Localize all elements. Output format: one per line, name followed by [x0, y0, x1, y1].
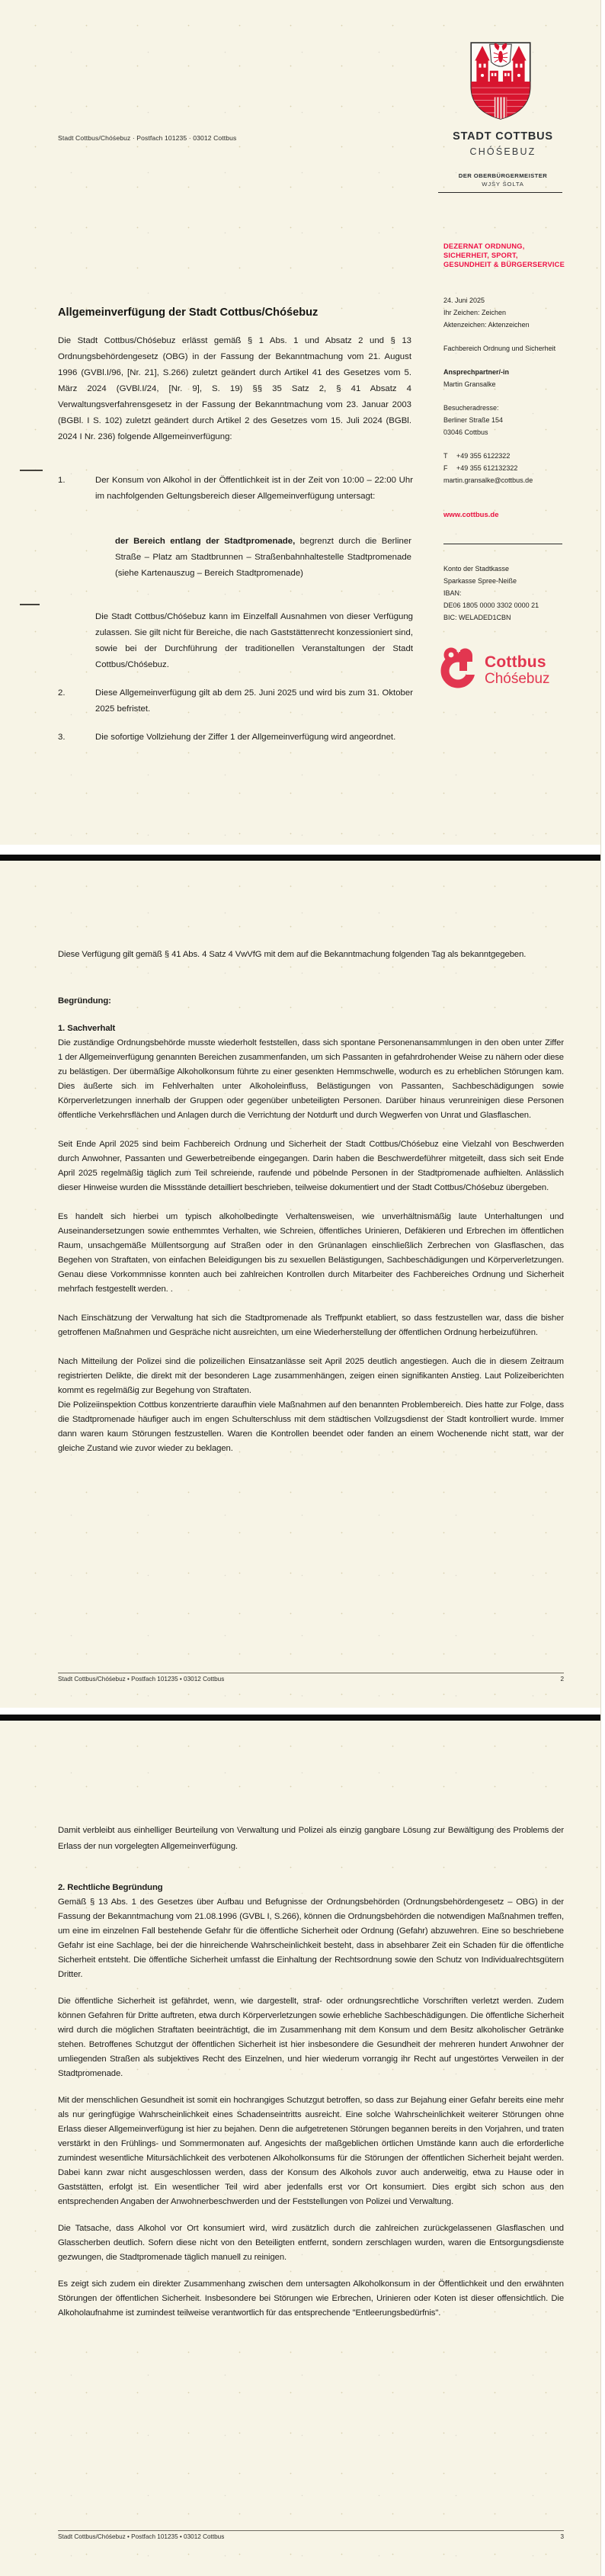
organization-header — [448, 130, 558, 188]
intro-paragraph: Die Stadt Cottbus/Chóśebuz erlässt gemäß § 1 Abs. 1 und Absatz 2 und § 13 Ordnungsbehördengesetz (OBG) in der Fassung der Bekanntmachung vom 21. August 1996 (GVBl.I/96, [Nr. 21], S.266) zuletzt geändert durch Artikel 41 des Gesetzes vom 5. März 2024 (GVBl.I/24, [Nr. 9], S. 19) §§ 35 Satz 2, § 41 Absatz 4 Verwaltungsverfahrensgesetz in der Fassung der Bekanntmachung vom 23. Januar 2003 (BGBl. I S. 102) zuletzt geändert durch Artikel 2 des Gesetzes vom 15. Juli 2024 (BGBl. 2024 I Nr. 236) folgende Allgemeinverfügung: — [58, 336, 411, 441]
department-unit: Fachbereich Ordnung und Sicherheit — [443, 345, 556, 352]
file-reference: Aktenzeichen: Aktenzeichen — [443, 321, 530, 329]
body-paragraph: Es handelt sich hierbei um typisch alkoholbedingte Verhaltensweisen, wie unverhältnismäßig laute Unterhaltungen und Auseinandersetzungen sowie enthemmtes Verhalten, wie Schreien, öffentliches Urinieren, Defäkieren und Erbrechen im öffentlichen Raum, unsachgemäße Müllentsorgung auf Straßen oder in den Grünanlagen einschließlich Zerbrechen von Glasflaschen, das Begehen von Straftaten, von einfachen Beleidigungen bis zu sexuellen Belästigungen, Sachbeschädigungen und Körperverletzungen. Genau diese Vorkommnisse konnten auch bei zahlreichen Kontrollen durch Mitarbeiter des Fachbereiches Ordnung und Sicherheit mehrfach festgestellt werden. . — [58, 1212, 564, 1294]
bank-account-label: Konto der Stadtkasse — [443, 565, 510, 573]
iban-label: IBAN: — [443, 589, 462, 597]
visitor-street: Berliner Straße 154 — [443, 416, 504, 424]
footer-address: Stadt Cottbus/Chóśebuz • Postfach 101235 • 03012 Cottbus — [58, 2533, 225, 2540]
page-footer — [58, 2530, 564, 2540]
body-paragraph: Die Tatsache, dass Alkohol vor Ort konsumiert wird, wird zusätzlich durch die zahlreichen zurückgelassenen Glasflaschen und Glasscherben deutlich. Sofern diese nicht von den Beteiligten entfernt, sondern zerschlagen wurden, waren die Entsorgungsdienste gezwungen, die Stadtpromenade täglich manuell zu reinigen. — [58, 2224, 564, 2262]
page-2 — [0, 861, 605, 1708]
fax-label: F — [443, 464, 448, 472]
body-paragraph: Nach Mitteilung der Polizei sind die polizeilichen Einsatzanlässe seit April 2025 deutlich angestiegen. Auch die in diesem Zeitraum registrierten Delikte, die direkt mit der besonderen Lage zusammenhängen, zeigen einen signifikanten Anstieg. Laut Polizeiberichten kommt es regelmäßig zur Begehung von Straftaten. — [58, 1357, 564, 1395]
area-definition-rest: begrenzt durch die Berliner Straße – Platz am Stadtbrunnen – Straßenbahnhaltestelle Stadtpromenade (siehe Kartenauszug – Bereich Stadtpromenade) — [115, 537, 411, 578]
justification-heading: Begründung: — [58, 996, 111, 1006]
announcement-paragraph: Diese Verfügung gilt gemäß § 41 Abs. 4 Satz 4 VwVfG mit dem auf die Bekanntmachung folgenden Tag als bekanntgegeben. — [58, 950, 527, 959]
item-text: Der Konsum von Alkohol in der Öffentlichkeit ist in der Zeit von 10:00 – 22:00 Uhr im nachfolgenden Geltungsbereich dieser Allgemeinverfügung untersagt: — [95, 476, 413, 501]
body-paragraph: Gemäß § 13 Abs. 1 des Gesetzes über Aufbau und Befugnisse der Ordnungsbehörden (Ordnungsbehördengesetz – OBG) in der Fassung der Bekanntmachung vom 21.08.1996 (GVBL I, S.266), können die Ordnungsbehörden die notwendigen Maßnahmen treffen, um eine im einzelnen Fall bestehende Gefahr für die öffentliche Sicherheit oder Ordnung (Gefahr) abzuwehren. Eine so beschriebene Gefahr ist eine Sachlage, bei der die hinreichende Wahrscheinlichkeit besteht, dass in absehbarer Zeit ein Schaden für die öffentliche Sicherheit entsteht. Die öffentliche Sicherheit umfasst die Einhaltung der Rechtsordnung sowie den Schutz von Individualrechtsgütern Dritter. — [58, 1898, 564, 1979]
fold-mark — [20, 604, 40, 605]
page-separator-bar — [0, 855, 605, 861]
contact-person-name: Martin Gransalke — [443, 380, 496, 388]
body-paragraph: Seit Ende April 2025 sind beim Fachbereich Ordnung und Sicherheit der Stadt Cottbus/Chóśebuz eine Vielzahl von Beschwerden durch Anwohner, Passanten und Gewerbetreibende eingegangen. Darin haben die Beschwerdeführer mitgeteilt, dass sich seit Ende April 2025 regelmäßig täglich zum Teil schreiende, raufende und pöbelnde Personen in der Stadtpromenade aufhielten. Anlässlich dieser Hinweise wurden die Missstände detailliert beschrieben, teilweise dokumentiert und der Stadt Cottbus/Chóśebuz übergeben. — [58, 1140, 564, 1192]
effective-period-text: Diese Allgemeinverfügung gilt ab dem 25. Juni 2025 und wird bis zum 31. Oktober 2025 befristet. — [95, 688, 413, 714]
page-separator-bar — [0, 1715, 605, 1721]
logo-city-name: Cottbus — [485, 653, 546, 671]
body-paragraph: Mit der menschlichen Gesundheit ist somit ein hochrangiges Schutzgut betroffen, so dass zur Bejahung einer Gefahr bereits eine mehr als nur geringfügige Wahrscheinlichkeit eines Schadenseintritts ausreicht. Eine solche Wahrscheinlichkeit weiterer Störungen ohne Erlass dieser Allgemeinverfügung ist hier zu bejahen. Denn die aufgetretenen Störungen begannen bereits in den Vorjahren, und traten verstärkt in den Frühlings- und Sommermonaten auf. Angesichts der maßgeblichen örtlichen Umstände kann auch die erforderliche zumindest wesentliche Mitursächlichkeit des verbotenen Alkoholkonsums für die Störungen der öffentlichen Sicherheit bejaht werden. Dabei kann zwar nicht ausgeschlossen werden, dass der Konsum des Alkohols zuvor auch anderweitig, etwa zu Hause oder in Gaststätten, erfolgt ist. Ein wesentlicher Teil wird aber jedenfalls erst vor Ort konsumiert. Dies ergibt sich schon aus den entsprechenden Angaben der Anwohnerbeschwerden und der Feststellungen von Polizei und Verwaltung. — [58, 2096, 564, 2206]
exception-paragraph: Die Stadt Cottbus/Chóśebuz kann im Einzelfall Ausnahmen von dieser Verfügung zulassen. Sie gilt nicht für Bereiche, die nach Gaststättenrecht konzessioniert sind, sowie bei der Durchführung der traditionellen Veranstaltungen der Stadt Cottbus/Chóśebuz. — [95, 612, 413, 669]
website-link: www.cottbus.de — [443, 511, 499, 519]
body-paragraph: Die zuständige Ordnungsbehörde musste wiederholt feststellen, dass sich spontane Personenansammlungen in den oben unter Ziffer 1 der Allgemeinverfügung genannten Bereichen zusammenfanden, um sich Passanten in gefahrdrohender Weise zu nähern oder diese zu belästigen. Der übermäßige Alkoholkonsum führte zu einer gesenkten Hemmschwelle, wodurch es zu erheblichen Störungen kam. Dies äußerte sich im Fehlverhalten unter Alkoholeinfluss, Belästigungen von Passanten, Sachbeschädigungen sowie Körperverletzungen innerhalb der Gruppen oder gegenüber unbeteiligten Personen. Darüber hinaus verunreinigen diese Personen öffentliche Verkehrsflächen und Anlagen durch die Verrichtung der Notdurft und durch Wegwerfen von Unrat und Glasflaschen. — [58, 1038, 564, 1120]
footer-address: Stadt Cottbus/Chóśebuz • Postfach 101235 • 03012 Cottbus — [58, 1676, 225, 1683]
item-number: 3. — [58, 733, 66, 742]
ordinance-item-3 — [58, 730, 413, 746]
visitor-city: 03046 Cottbus — [443, 428, 488, 436]
city-crest-icon — [469, 41, 533, 120]
facts-heading: 1. Sachverhalt — [58, 1024, 116, 1033]
body-paragraph: Die Polizeiinspektion Cottbus konzentrierte daraufhin viele Maßnahmen auf den benannten Problembereich. Dies hatte zur Folge, dass die Stadtpromenade häufiger auch im engen Schulterschluss mit dem städtischen Vollzugsdienst der Stadt kontrolliert wurde. Immer dann waren kaum Störungen festzustellen. Waren die Kontrollen beendet oder fanden an einem Wochenende nicht statt, war der gleiche Zustand wie zuvor wieder zu beklagen. — [58, 1400, 564, 1453]
city-logo-icon — [438, 645, 484, 691]
document-title: Allgemeinverfügung der Stadt Cottbus/Chóśebuz — [58, 306, 319, 319]
bank-name: Sparkasse Spree-Neiße — [443, 577, 517, 585]
department-line: DEZERNAT ORDNUNG, — [443, 242, 525, 250]
page-2-body — [58, 947, 564, 1471]
your-reference: Ihr Zeichen: Zeichen — [443, 309, 507, 316]
org-name: STADT COTTBUS — [453, 130, 553, 143]
page-number: 3 — [560, 2533, 564, 2540]
mayor-title-sorbian: WJŠY ŠOLTA — [482, 181, 524, 188]
enforcement-text: Die sofortige Vollziehung der Ziffer 1 der Allgemeinverfügung wird angeordnet. — [95, 733, 396, 742]
phone-row — [443, 450, 564, 462]
mayor-title: DER OBERBÜRGERMEISTER — [458, 172, 548, 179]
contact-sidebar — [443, 294, 564, 521]
letter-date: 24. Juni 2025 — [443, 297, 485, 304]
area-definition-lead: der Bereich entlang der Stadtpromenade, — [115, 537, 296, 546]
page-1 — [0, 0, 605, 845]
scan-edge — [600, 0, 605, 2576]
body-paragraph: Die öffentliche Sicherheit ist gefährdet, wenn, wie dargestellt, straf- oder ordnungsrechtliche Vorschriften verletzt werden. Zudem können Gefahren für Dritte auftreten, etwa durch Körperverletzungen sowie erhebliche Sachbeschädigungen. Die öffentliche Sicherheit wird durch die möglichen Straftaten beeinträchtigt, die im Zusammenhang mit dem Konsum und dem Besitz alkoholischer Getränke stehen. Betroffenes Schutzgut der öffentlichen Sicherheit ist hier insbesondere die Gesundheit der mehreren hundert Anwohner der umliegenden Straßen als subjektives Recht des Einzelnen, und hier wiederum vorrangig ihr Recht auf ungestörtes Verweilen in der Stadtpromenade. — [58, 1997, 564, 2078]
fax-row — [443, 462, 564, 474]
legal-justification-heading: 2. Rechtliche Begründung — [58, 1883, 163, 1892]
logo-wordmark — [485, 654, 550, 687]
page-footer — [58, 1673, 564, 1683]
ordinance-item-1 — [58, 473, 413, 505]
department-label — [443, 242, 575, 269]
iban-value: DE06 1805 0000 3302 0000 21 — [443, 601, 539, 609]
ordinance-item-2 — [58, 685, 413, 717]
logo-city-name-sorbian: Chóśebuz — [485, 671, 550, 687]
page-3 — [0, 1721, 605, 2576]
bic-value: BIC: WELADED1CBN — [443, 614, 511, 621]
item-number: 2. — [58, 688, 66, 698]
return-address: Stadt Cottbus/Chóśebuz · Postfach 101235 · 03012 Cottbus — [58, 134, 237, 142]
phone-label: T — [443, 452, 448, 460]
fax-number: +49 355 612132322 — [456, 464, 518, 472]
email-address: martin.gransalke@cottbus.de — [443, 476, 533, 484]
conclusion-paragraph: Damit verbleibt aus einhelliger Beurteilung von Verwaltung und Polizei als einzig gangbare Lösung zur Bewältigung des Problems der Erlass der nun vorgelegten Allgemeinverfügung. — [58, 1826, 564, 1851]
header-divider — [438, 192, 562, 193]
org-name-sorbian: CHÓŚEBUZ — [469, 146, 536, 157]
visitor-address-label: Besucheradresse: — [443, 404, 499, 412]
department-line: SICHERHEIT, SPORT, — [443, 252, 518, 259]
area-definition — [115, 534, 411, 582]
body-paragraph: Nach Einschätzung der Verwaltung hat sich die Stadtpromenade als Treffpunkt etabliert, so dass festzustellen war, dass die bisher getroffenen Maßnahmen und Gespräche nicht ausreichten, um eine Wiederherstellung der öffentlichen Ordnung herbeizuführen. — [58, 1314, 564, 1337]
contact-person-label: Ansprechpartner/-in — [443, 368, 510, 376]
body-paragraph: Es zeigt sich zudem ein direkter Zusammenhang zwischen dem untersagten Alkoholkonsum in der Öffentlichkeit und den erwähnten Störungen der öffentlichen Sicherheit. Insbesondere bei Störungen wie Erbrechen, Urinieren oder Koten ist dieser offensichtlich. Die Alkoholaufnahme ist zumindest teilweise verantwortlich für das entsprechende "Entleerungsbedürfnis". — [58, 2279, 564, 2318]
page-number: 2 — [560, 1676, 564, 1683]
item-number: 1. — [58, 476, 66, 485]
department-line: GESUNDHEIT & BÜRGERSERVICE — [443, 261, 565, 268]
bank-details — [443, 563, 565, 624]
punch-mark — [20, 470, 43, 471]
phone-number: +49 355 6122322 — [456, 452, 511, 460]
page-3-body — [58, 1823, 564, 2335]
